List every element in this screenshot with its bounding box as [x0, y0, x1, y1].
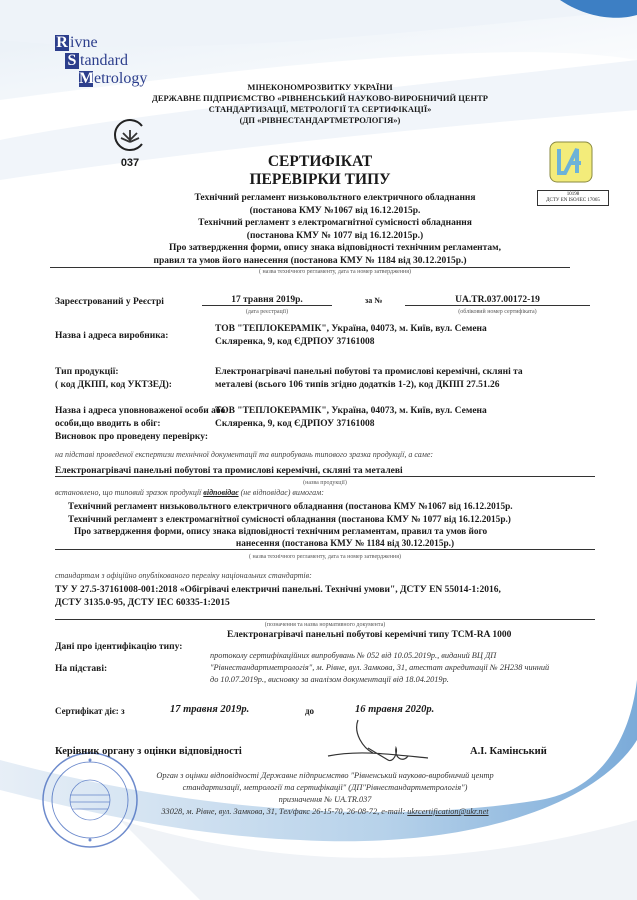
authorized-label-line1: Назва і адреса уповноваженої особи або: [55, 406, 226, 416]
product-type-label-line2: ( код ДКПП, код УКТЗЕД):: [55, 380, 172, 390]
footer-line4: [90, 806, 560, 818]
registry-label: Зареєстрований у Реєстрі: [55, 297, 164, 307]
logo-row-standard: [65, 52, 147, 70]
requirement-line: Технічний регламент з електромагнітної сумісності обладнання (постанова КМУ № 1077 від 16.12.2015р.): [68, 514, 511, 525]
handwritten-signature-icon: [318, 718, 438, 778]
logo-word: tandard: [80, 52, 128, 69]
authorized-label-line2: особи,що вводить в обіг:: [55, 419, 161, 429]
manufacturer-value: [215, 323, 487, 349]
title-line1: СЕРТИФІКАТ: [267, 153, 373, 170]
basis-line2: "Рівнестандартметрологія", м. Рівне, вул. Замкова, 31, атестат акредитації № 2Н238 чинний: [210, 663, 550, 672]
basis-label: На підставі:: [55, 664, 108, 674]
accreditation-number: 10198: [566, 192, 580, 197]
standards-underline: [55, 618, 595, 620]
registry-date: 17 травня 2019р.: [202, 295, 332, 306]
standards-line2: ДСТУ 3135.0-95, ДСТУ IEC 60335-1:2015: [55, 598, 230, 608]
established-match: відповідає: [203, 488, 239, 497]
registry-number-label: за №: [365, 296, 383, 305]
established-statement: [55, 488, 324, 497]
requirements-list: [68, 501, 513, 539]
footer-email-link[interactable]: ukrcertification@ukr.net: [407, 807, 489, 816]
authorized-value: [215, 405, 487, 431]
product-type-label: [55, 366, 172, 392]
basis-line3: до 10.07.2019р., висновку за аналізом документації від 18.04.2019р.: [210, 675, 449, 684]
validity-from: 17 травня 2019р.: [170, 704, 250, 715]
standards-list: [55, 584, 600, 610]
authorized-line2: Скляренка, 9, код ЄДРПОУ 37161008: [215, 419, 375, 429]
footer-address: 33028, м. Рівне, вул. Замкова, 31, Тел/факс 26-15-70, 26-08-72, e-mail:: [161, 807, 408, 816]
footer-line3: призначення № UA.TR.037: [278, 795, 372, 804]
product-type-line1: Електронагрівачі панельні побутові та промислові керемічні, скляні та: [215, 367, 523, 377]
regulation-line: Технічний регламент з електромагнітної сумісності обладнання: [198, 218, 472, 228]
logo-word: etrology: [94, 70, 148, 87]
requirement-line: нанесення (постанова КМУ № 1184 від 30.12.2015р.): [55, 539, 595, 550]
basis-intro: на підставі проведеної експертизи технічної документації та випробувань типового зразка продукції, а саме:: [55, 450, 434, 459]
authorized-line1: ТОВ "ТЕПЛОКЕРАМІК", Україна, 04073, м. Київ, вул. Семена: [215, 406, 487, 416]
rsm-logo: [55, 34, 147, 88]
registry-number-caption: (обліковий номер сертифіката): [458, 309, 537, 315]
certificate-title: [220, 153, 420, 189]
org-header: [130, 82, 510, 126]
registry-date-caption: (дата реєстрації): [245, 309, 289, 315]
footer-line1: Орган з оцінки відповідності Державне підприємство "Рівненський науково-виробничий центр: [156, 771, 494, 780]
regulation-line: Про затвердження форми, опису знака відповідності технічним регламентам,: [168, 243, 502, 253]
standards-intro: стандартам з офіційно опублікованого переліку національних стандартів:: [55, 571, 312, 580]
conformity-mark: [112, 118, 148, 169]
registry-number: UA.TR.037.00172-19: [405, 295, 590, 306]
footer-line2: стандартизації, метрології та сертифікації" (ДП"Рівнестандартметрологія"): [182, 783, 468, 792]
manufacturer-line1: ТОВ "ТЕПЛОКЕРАМІК", Україна, 04073, м. Київ, вул. Семена: [215, 324, 487, 334]
established-post: (не відповідає) вимогам:: [238, 488, 324, 497]
standards-caption: (позначення та назва нормативного документа): [264, 622, 386, 628]
title-line2: ПЕРЕВІРКИ ТИПУ: [249, 171, 391, 188]
mark-code: 037: [120, 157, 140, 169]
validity-label: Сертифікат діє: з: [55, 706, 125, 716]
established-pre: встановлено, що типовий зразок продукції: [55, 488, 204, 497]
standards-line1: ТУ У 27.5-37161008-001:2018 «Обігрівачі електричні панельні. Технічні умови", ДСТУ EN 55014-1:2016,: [55, 585, 501, 595]
org-name-line3: (ДП «РІВНЕСТАНДАРТМЕТРОЛОГІЯ»): [239, 115, 401, 125]
ukraine-conformity-icon: [113, 118, 147, 152]
logo-word: ivne: [70, 34, 98, 51]
requirements-caption: ( назва технічного регламенту, дата та номер затвердження): [248, 554, 402, 560]
logo-letter: M: [79, 70, 95, 87]
ua-accreditation-logo-icon: [549, 141, 593, 183]
product-type-label-line1: Тип продукції:: [55, 367, 119, 377]
regulation-line: (постанова КМУ №1067 від 16.12.2015р.: [249, 205, 421, 216]
identification-label: Дані про ідентифікацію типу:: [55, 642, 183, 652]
logo-row-rivne: [55, 34, 147, 52]
validity-to: 16 травня 2020р.: [355, 704, 435, 715]
basis-text: [210, 650, 605, 686]
basis-line1: протоколу сертифікаційних випробувань № 052 від 10.05.2019р., виданий ВЦ ДП: [210, 651, 497, 660]
authorized-label: [55, 405, 225, 444]
logo-letter: S: [65, 53, 79, 69]
requirement-line: Технічний регламент низьковольтного електричного обладнання (постанова КМУ №1067 від 16.12.2015р.: [68, 502, 513, 512]
validity-to-label: до: [305, 706, 315, 716]
regulation-line: Технічний регламент низьковольтного електричного обладнання: [194, 193, 476, 203]
regulation-line: (постанова КМУ № 1077 від 16.12.2015р.): [246, 230, 424, 241]
regulations-caption: ( назва технічного регламенту, дата та номер затвердження): [258, 269, 412, 275]
regulation-line: правил та умов його нанесення (постанова КМУ № 1184 від 30.12.2015р.): [50, 255, 570, 269]
product-type-line2: металеві (всього 106 типів згідно додатків 1-2), код ДКПП 27.51.26: [215, 380, 500, 390]
manufacturer-label: Назва і адреса виробника:: [55, 331, 169, 341]
conclusion-label: Висновок про проведену перевірку:: [55, 432, 209, 442]
signer-name: А.І. Камінський: [470, 746, 547, 757]
org-name-line1: ДЕРЖАВНЕ ПІДПРИЄМСТВО «РІВНЕНСЬКИЙ НАУКОВО-ВИРОБНИЧИЙ ЦЕНТР: [152, 93, 488, 103]
signer-role: Керівник органу з оцінки відповідності: [55, 746, 242, 757]
identification-value: Електронагрівачі панельні побутові керемічні типу ТСМ-RA 1000: [227, 630, 512, 640]
manufacturer-line2: Скляренка, 9, код ЄДРПОУ 37161008: [215, 337, 375, 347]
accreditation-standard: ДСТУ EN ISO/IEC 17065: [546, 198, 600, 203]
product-type-value: [215, 366, 523, 392]
conclusion-product-name: Електронагрівачі панельні побутові та промислові керемічні, скляні та металеві: [55, 466, 595, 477]
regulations-block: [100, 192, 570, 268]
conclusion-product-caption: (назва продукції): [303, 480, 347, 486]
ministry-name: МІНЕКОНОМРОЗВИТКУ УКРАЇНИ: [247, 82, 393, 92]
org-name-line2: СТАНДАРТИЗАЦІЇ, МЕТРОЛОГІЇ ТА СЕРТИФІКАЦІЇ»: [208, 104, 432, 114]
logo-letter: R: [56, 34, 68, 51]
requirement-line: Про затвердження форми, опису знака відповідності технічним регламентам, правил та умов його: [74, 527, 488, 537]
footer-info: [90, 770, 560, 818]
